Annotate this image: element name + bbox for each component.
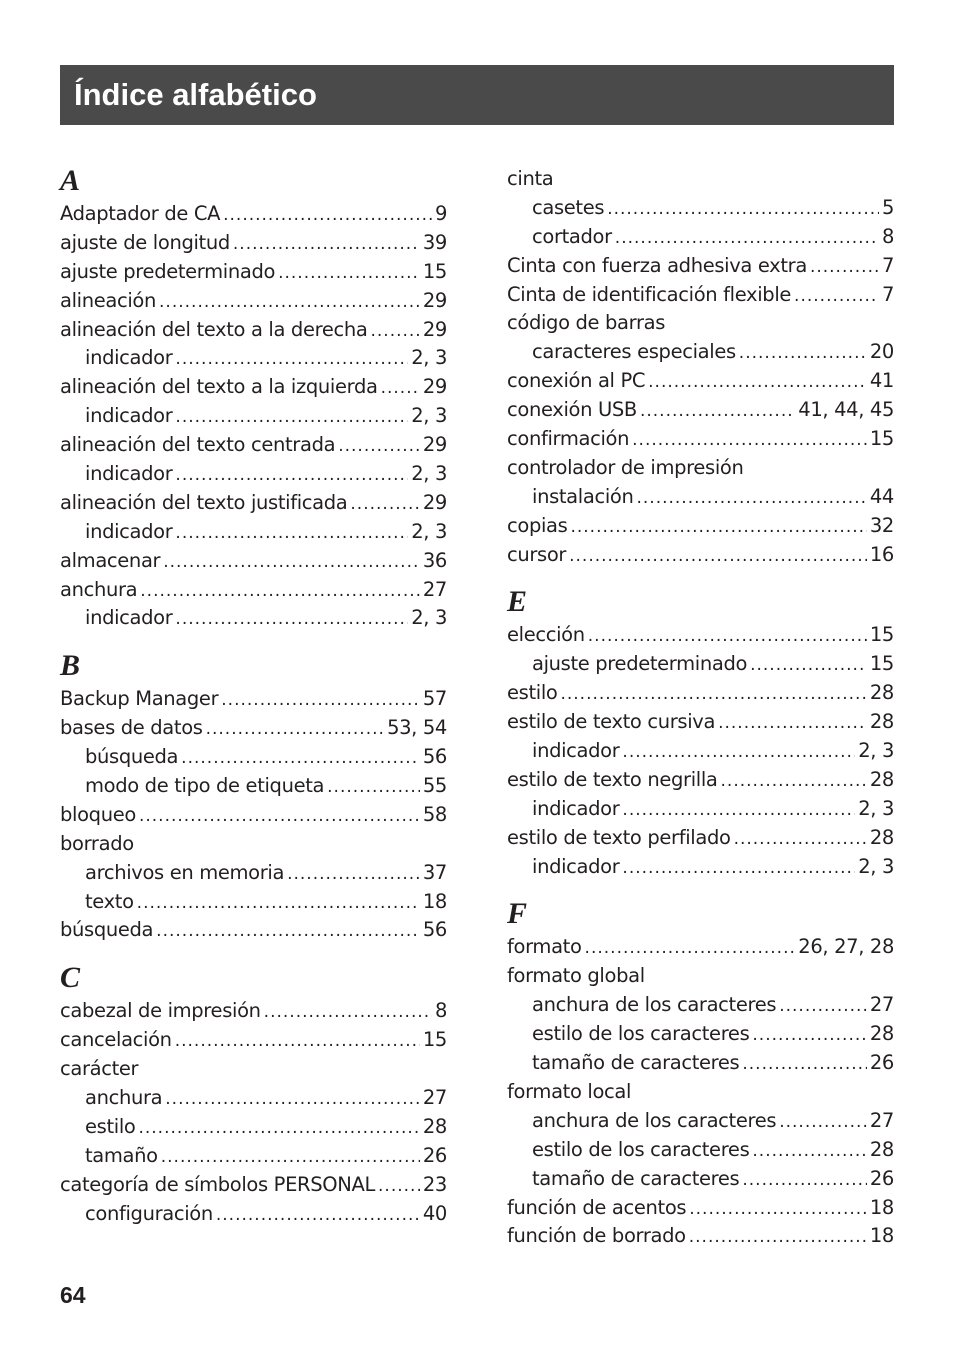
section-letter: C <box>60 961 81 995</box>
dot-leader <box>278 259 420 288</box>
dot-leader <box>640 397 795 426</box>
dot-leader <box>742 1166 867 1195</box>
entry-term: categoría de símbolos PERSONAL <box>60 1172 376 1196</box>
entry-term: estilo de texto perfilado <box>507 825 731 849</box>
index-entry <box>507 1194 894 1223</box>
entry-term: texto <box>85 889 134 913</box>
index-entry <box>507 309 894 338</box>
entry-term: carácter <box>60 1057 139 1081</box>
dot-leader <box>175 605 408 634</box>
entry-pages: 27 <box>422 577 447 601</box>
index-entry <box>507 621 894 650</box>
entry-term: Cinta de identificación flexible <box>507 282 792 306</box>
entry-pages: 15 <box>422 1028 447 1052</box>
dot-leader <box>794 282 879 311</box>
entry-term: elección <box>507 623 585 647</box>
entry-term: conexión al PC <box>507 369 646 393</box>
index-entry <box>507 425 894 454</box>
entry-pages: 2, 3 <box>411 346 447 370</box>
dot-leader <box>648 368 867 397</box>
index-subentry <box>60 1113 447 1142</box>
index-entry <box>507 824 894 853</box>
index-entry <box>60 1055 447 1084</box>
entry-pages: 8 <box>881 224 894 248</box>
entry-term: indicador <box>532 796 620 820</box>
entry-term: cabezal de impresión <box>60 999 261 1023</box>
dot-leader <box>632 426 867 455</box>
entry-term: conexión USB <box>507 398 637 422</box>
entry-pages: 29 <box>422 317 447 341</box>
index-subentry <box>60 1200 447 1229</box>
index-entry <box>507 252 894 281</box>
entry-pages: 2, 3 <box>411 606 447 630</box>
entry-term: anchura <box>60 577 138 601</box>
entry-pages: 29 <box>422 375 447 399</box>
entry-term: caracteres especiales <box>532 340 736 364</box>
entry-pages: 18 <box>869 1224 894 1248</box>
index-entry <box>60 714 447 743</box>
page-number: 64 <box>60 1282 86 1308</box>
entry-pages: 16 <box>869 542 894 566</box>
index-subentry <box>60 460 447 489</box>
index-entry <box>60 1026 447 1055</box>
entry-term: formato global <box>507 964 645 988</box>
entry-pages: 29 <box>422 288 447 312</box>
dot-leader <box>810 253 879 282</box>
dot-leader <box>350 490 419 519</box>
index-entry <box>507 679 894 708</box>
dot-leader <box>779 992 867 1021</box>
entry-term: Cinta con fuerza adhesiva extra <box>507 253 807 277</box>
entry-pages: 2, 3 <box>858 796 894 820</box>
index-entry <box>60 229 447 258</box>
dot-leader <box>159 288 420 317</box>
entry-term: modo de tipo de etiqueta <box>85 774 325 798</box>
index-entry <box>507 454 894 483</box>
entry-term: indicador <box>85 346 173 370</box>
entry-term: cancelación <box>60 1028 172 1052</box>
section-gap <box>507 881 894 895</box>
entry-pages: 18 <box>869 1195 894 1219</box>
dot-leader <box>378 1172 420 1201</box>
entry-pages: 57 <box>422 687 447 711</box>
index-entry <box>60 547 447 576</box>
entry-term: alineación del texto a la izquierda <box>60 375 378 399</box>
entry-pages: 55 <box>422 774 447 798</box>
index-subentry <box>60 1084 447 1113</box>
entry-term: ajuste predeterminado <box>60 259 276 283</box>
entry-term: casetes <box>532 195 605 219</box>
dot-leader <box>718 709 867 738</box>
entry-pages: 56 <box>422 918 447 942</box>
index-subentry <box>60 772 447 801</box>
page-title: Índice alfabético <box>74 77 317 112</box>
dot-leader <box>622 854 855 883</box>
index-entry <box>507 396 894 425</box>
entry-pages: 37 <box>422 860 447 884</box>
entry-pages: 26, 27, 28 <box>798 935 894 959</box>
dot-leader <box>370 317 419 346</box>
entry-pages: 26 <box>422 1143 447 1167</box>
entry-term: instalación <box>532 484 634 508</box>
index-column-right <box>507 165 894 1251</box>
index-subentry <box>507 1020 894 1049</box>
entry-term: cinta <box>507 167 554 190</box>
entry-term: configuración <box>85 1201 213 1225</box>
entry-term: anchura <box>85 1086 163 1110</box>
entry-pages: 2, 3 <box>858 739 894 763</box>
dot-leader <box>742 1050 867 1079</box>
dot-leader <box>223 201 432 230</box>
dot-leader <box>570 513 866 542</box>
dot-leader <box>163 548 420 577</box>
entry-pages: 27 <box>869 993 894 1017</box>
dot-leader <box>752 1021 866 1050</box>
dot-leader <box>233 230 420 259</box>
index-subentry <box>507 853 894 882</box>
dot-leader <box>216 1201 420 1230</box>
dot-leader <box>287 860 420 889</box>
dot-leader <box>175 403 408 432</box>
index-entry <box>507 933 894 962</box>
section-letter: B <box>60 649 81 683</box>
entry-pages: 28 <box>869 1022 894 1046</box>
entry-pages: 29 <box>422 490 447 514</box>
entry-term: ajuste de longitud <box>60 230 230 254</box>
index-entry <box>507 962 894 991</box>
entry-term: copias <box>507 513 568 537</box>
entry-term: alineación <box>60 288 157 312</box>
entry-pages: 28 <box>422 1114 447 1138</box>
dot-leader <box>607 195 879 224</box>
dot-leader <box>739 339 867 368</box>
entry-pages: 39 <box>422 230 447 254</box>
dot-leader <box>221 686 420 715</box>
entry-pages: 9 <box>434 202 447 225</box>
index-entry <box>507 1222 894 1251</box>
entry-term: estilo <box>85 1114 136 1138</box>
entry-term: indicador <box>85 462 173 486</box>
index-subentry <box>507 338 894 367</box>
dot-leader <box>734 825 867 854</box>
entry-term: estilo de los caracteres <box>532 1137 750 1161</box>
entry-term: indicador <box>532 739 620 763</box>
entry-term: alineación del texto a la derecha <box>60 317 368 341</box>
dot-leader <box>175 461 408 490</box>
index-entry <box>60 916 447 945</box>
dot-leader <box>560 680 866 709</box>
entry-term: código de barras <box>507 311 666 335</box>
index-subentry <box>507 483 894 512</box>
entry-pages: 58 <box>422 802 447 826</box>
entry-term: almacenar <box>60 548 161 572</box>
dot-leader <box>138 1114 419 1143</box>
dot-leader <box>636 484 866 513</box>
index-subentry <box>507 991 894 1020</box>
entry-pages: 26 <box>869 1051 894 1075</box>
entry-pages: 7 <box>881 253 894 277</box>
index-entry <box>507 766 894 795</box>
index-subentry <box>507 1165 894 1194</box>
index-entry <box>60 830 447 859</box>
entry-pages: 15 <box>869 652 894 676</box>
entry-pages: 7 <box>881 282 894 306</box>
dot-leader <box>140 577 420 606</box>
index-subentry <box>60 402 447 431</box>
index-entry <box>507 1078 894 1107</box>
dot-leader <box>622 738 855 767</box>
index-subentry <box>507 1136 894 1165</box>
entry-pages: 28 <box>869 1137 894 1161</box>
entry-pages: 5 <box>881 195 894 219</box>
entry-term: archivos en memoria <box>85 860 285 884</box>
section-gap <box>60 633 447 647</box>
entry-pages: 28 <box>869 825 894 849</box>
dot-leader <box>615 224 879 253</box>
dot-leader <box>165 1085 420 1114</box>
entry-pages: 32 <box>869 513 894 537</box>
section-gap <box>60 945 447 959</box>
index-entry <box>507 165 894 194</box>
dot-leader <box>752 1137 866 1166</box>
entry-term: Backup Manager <box>60 687 219 711</box>
entry-term: tamaño <box>85 1143 158 1167</box>
index-subentry <box>60 518 447 547</box>
entry-pages: 2, 3 <box>411 462 447 486</box>
dot-leader <box>327 773 420 802</box>
dot-leader <box>689 1223 867 1252</box>
entry-term: confirmación <box>507 427 630 451</box>
dot-leader <box>264 998 432 1027</box>
index-entry <box>60 431 447 460</box>
index-entry <box>507 708 894 737</box>
entry-term: indicador <box>532 854 620 878</box>
entry-pages: 15 <box>869 427 894 451</box>
entry-pages: 36 <box>422 548 447 572</box>
dot-leader <box>206 715 384 744</box>
index-subentry <box>507 795 894 824</box>
entry-pages: 41 <box>869 369 894 393</box>
index-subentry <box>507 737 894 766</box>
entry-term: cortador <box>532 224 612 248</box>
entry-term: indicador <box>85 606 173 630</box>
dot-leader <box>139 802 420 831</box>
entry-pages: 53, 54 <box>387 716 447 740</box>
entry-pages: 41, 44, 45 <box>798 398 894 422</box>
index-entry <box>60 997 447 1026</box>
dot-leader <box>175 1027 420 1056</box>
entry-pages: 2, 3 <box>858 854 894 878</box>
index-entry <box>60 316 447 345</box>
dot-leader <box>779 1108 867 1137</box>
section-letter: A <box>60 164 81 197</box>
section-letter: E <box>507 585 528 619</box>
entry-pages: 15 <box>422 259 447 283</box>
dot-leader <box>721 767 867 796</box>
entry-term: función de acentos <box>507 1195 687 1219</box>
entry-term: indicador <box>85 404 173 428</box>
index-entry <box>507 541 894 570</box>
entry-term: bases de datos <box>60 716 203 740</box>
index-entry <box>507 367 894 396</box>
entry-term: tamaño de caracteres <box>532 1051 740 1075</box>
entry-term: indicador <box>85 519 173 543</box>
entry-pages: 27 <box>422 1086 447 1110</box>
entry-term: anchura de los caracteres <box>532 1108 777 1132</box>
entry-pages: 26 <box>869 1166 894 1190</box>
dot-leader <box>156 917 420 946</box>
index-entry <box>60 200 447 229</box>
entry-term: formato local <box>507 1079 632 1103</box>
entry-term: estilo de texto negrilla <box>507 767 718 791</box>
entry-term: borrado <box>60 831 134 855</box>
entry-term: controlador de impresión <box>507 455 744 479</box>
index-entry <box>60 489 447 518</box>
entry-term: bloqueo <box>60 802 136 826</box>
entry-pages: 15 <box>869 623 894 647</box>
entry-term: alineación del texto justificada <box>60 490 348 514</box>
dot-leader <box>622 796 855 825</box>
dot-leader <box>161 1143 420 1172</box>
dot-leader <box>338 432 420 461</box>
index-subentry <box>507 650 894 679</box>
dot-leader <box>689 1195 867 1224</box>
section-gap <box>507 569 894 583</box>
dot-leader <box>750 651 867 680</box>
entry-term: función de borrado <box>507 1224 686 1248</box>
index-subentry <box>507 1107 894 1136</box>
entry-pages: 40 <box>422 1201 447 1225</box>
entry-pages: 8 <box>434 999 447 1023</box>
entry-term: anchura de los caracteres <box>532 993 777 1017</box>
index-entry <box>507 512 894 541</box>
entry-pages: 28 <box>869 681 894 705</box>
entry-term: búsqueda <box>60 918 154 942</box>
entry-pages: 29 <box>422 433 447 457</box>
entry-pages: 2, 3 <box>411 404 447 428</box>
entry-term: cursor <box>507 542 567 566</box>
index-subentry <box>60 344 447 373</box>
index-subentry <box>507 1049 894 1078</box>
entry-pages: 28 <box>869 767 894 791</box>
index-entry <box>60 287 447 316</box>
index-column-left <box>60 162 447 1229</box>
entry-pages: 23 <box>422 1172 447 1196</box>
dot-leader <box>588 622 867 651</box>
index-entry <box>60 258 447 287</box>
index-subentry <box>60 604 447 633</box>
entry-pages: 20 <box>869 340 894 364</box>
index-subentry <box>507 223 894 252</box>
entry-pages: 27 <box>869 1108 894 1132</box>
entry-term: Adaptador de CA <box>60 202 221 225</box>
entry-term: estilo <box>507 681 558 705</box>
entry-term: búsqueda <box>85 745 179 769</box>
dot-leader <box>181 744 420 773</box>
dot-leader <box>175 519 408 548</box>
index-subentry <box>507 194 894 223</box>
index-entry <box>60 373 447 402</box>
entry-term: formato <box>507 935 582 959</box>
entry-term: estilo de los caracteres <box>532 1022 750 1046</box>
entry-term: tamaño de caracteres <box>532 1166 740 1190</box>
index-entry <box>60 576 447 605</box>
index-subentry <box>60 888 447 917</box>
dot-leader <box>137 889 420 918</box>
dot-leader <box>569 542 867 571</box>
index-entry <box>60 685 447 714</box>
index-entry <box>60 801 447 830</box>
index-subentry <box>60 743 447 772</box>
dot-leader <box>175 345 408 374</box>
entry-pages: 2, 3 <box>411 519 447 543</box>
dot-leader <box>585 934 796 963</box>
index-title-bar <box>60 65 894 125</box>
index-subentry <box>60 1142 447 1171</box>
index-entry <box>60 1171 447 1200</box>
entry-term: ajuste predeterminado <box>532 652 748 676</box>
entry-pages: 44 <box>869 484 894 508</box>
section-letter: F <box>507 897 528 931</box>
entry-pages: 28 <box>869 710 894 734</box>
index-entry <box>507 281 894 310</box>
entry-pages: 56 <box>422 745 447 769</box>
index-subentry <box>60 859 447 888</box>
entry-term: alineación del texto centrada <box>60 433 336 457</box>
dot-leader <box>381 374 420 403</box>
entry-pages: 18 <box>422 889 447 913</box>
entry-term: estilo de texto cursiva <box>507 710 716 734</box>
